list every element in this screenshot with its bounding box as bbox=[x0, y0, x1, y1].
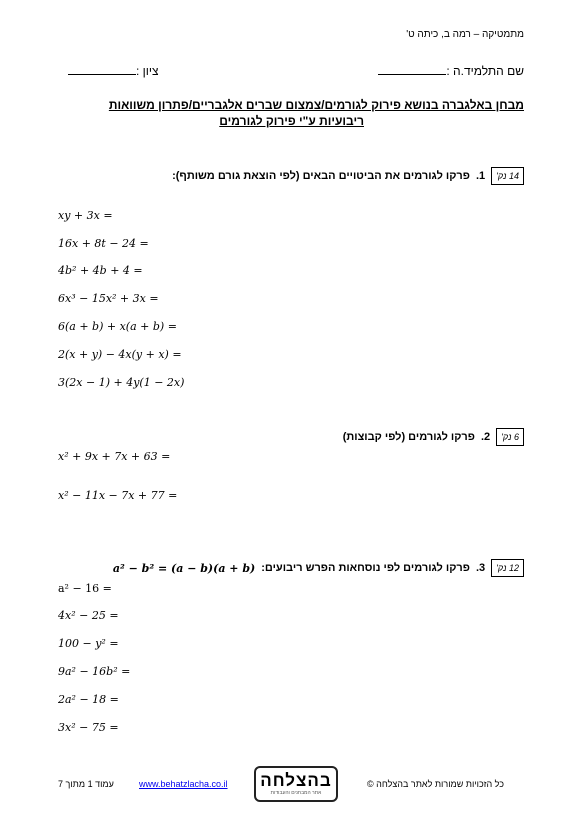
q3-item-4: 9a² − 16b² = bbox=[58, 665, 131, 678]
q1-item-5: 6(a + b) + x(a + b) = bbox=[58, 320, 177, 333]
question-2-number: 2. bbox=[480, 431, 491, 443]
q2-item-2: x² − 11x − 7x + 77 = bbox=[58, 489, 178, 502]
q1-item-1: xy + 3x = bbox=[58, 209, 113, 222]
q1-item-4: 6x³ − 15x² + 3x = bbox=[58, 292, 159, 305]
question-2-header bbox=[343, 428, 524, 446]
question-1-text: פרקו לגורמים את הביטויים הבאים (לפי הוצאת גורם משותף): bbox=[172, 170, 470, 182]
footer-website-container bbox=[139, 779, 228, 789]
behatzlacha-logo bbox=[254, 766, 338, 802]
q3-item-6: 3x² − 75 = bbox=[58, 721, 119, 734]
question-1-header bbox=[172, 167, 524, 185]
question-2-points: 6 נק' bbox=[496, 428, 524, 446]
q3-item-2: 4x² − 25 = bbox=[58, 609, 119, 622]
student-name-blank[interactable] bbox=[378, 63, 446, 75]
q1-item-7: 3(2x − 1) + 4y(1 − 2x) bbox=[58, 376, 185, 389]
website-link[interactable]: www.behatzlacha.co.il bbox=[139, 779, 228, 789]
question-1-points: 14 נק' bbox=[491, 167, 524, 185]
student-name-label: שם התלמיד.ה : bbox=[446, 64, 524, 78]
grade-field bbox=[68, 63, 159, 78]
copyright-notice: כל הזכויות שמורות לאתר בהצלחה © bbox=[367, 779, 504, 789]
logo-subtext: אתר המבחנים והעבודות bbox=[270, 790, 322, 796]
grade-blank[interactable] bbox=[68, 63, 136, 75]
subject-line: מתמטיקה – רמה ב, כיתה ט' bbox=[406, 29, 524, 40]
difference-of-squares-formula: a² − b² = (a − b)(a + b) bbox=[112, 561, 256, 575]
grade-label: ציון : bbox=[136, 64, 159, 78]
q3-item-5: 2a² − 18 = bbox=[58, 693, 119, 706]
question-2-text: פרקו לגורמים (לפי קבוצות) bbox=[342, 431, 475, 443]
q3-item-3: 100 − y² = bbox=[58, 637, 119, 650]
q2-item-1: x² + 9x + 7x + 63 = bbox=[58, 450, 171, 463]
question-3-header bbox=[113, 559, 524, 577]
q3-item-1: a² − 16 = bbox=[58, 582, 112, 595]
exam-title bbox=[54, 97, 524, 129]
exam-title-line1: מבחן באלגברה בנושא פירוק לגורמים/צמצום שברים אלגבריים/פתרון משוואות bbox=[108, 98, 524, 112]
question-3-number: 3. bbox=[475, 562, 486, 574]
logo-text: בהצלחה bbox=[260, 771, 332, 790]
exam-title-line2: ריבועיות ע"י פירוק לגורמים bbox=[219, 114, 364, 128]
q1-item-3: 4b² + 4b + 4 = bbox=[58, 264, 143, 277]
question-3-points: 12 נק' bbox=[491, 559, 524, 577]
q1-item-6: 2(x + y) − 4x(y + x) = bbox=[58, 348, 182, 361]
question-3-text: פרקו לגורמים לפי נוסחאות הפרש ריבועים: bbox=[261, 562, 470, 574]
page-number: עמוד 1 מתוך 7 bbox=[58, 779, 114, 789]
q1-item-2: 16x + 8t − 24 = bbox=[58, 237, 149, 250]
question-1-number: 1. bbox=[475, 170, 486, 182]
student-name-field bbox=[378, 63, 524, 78]
